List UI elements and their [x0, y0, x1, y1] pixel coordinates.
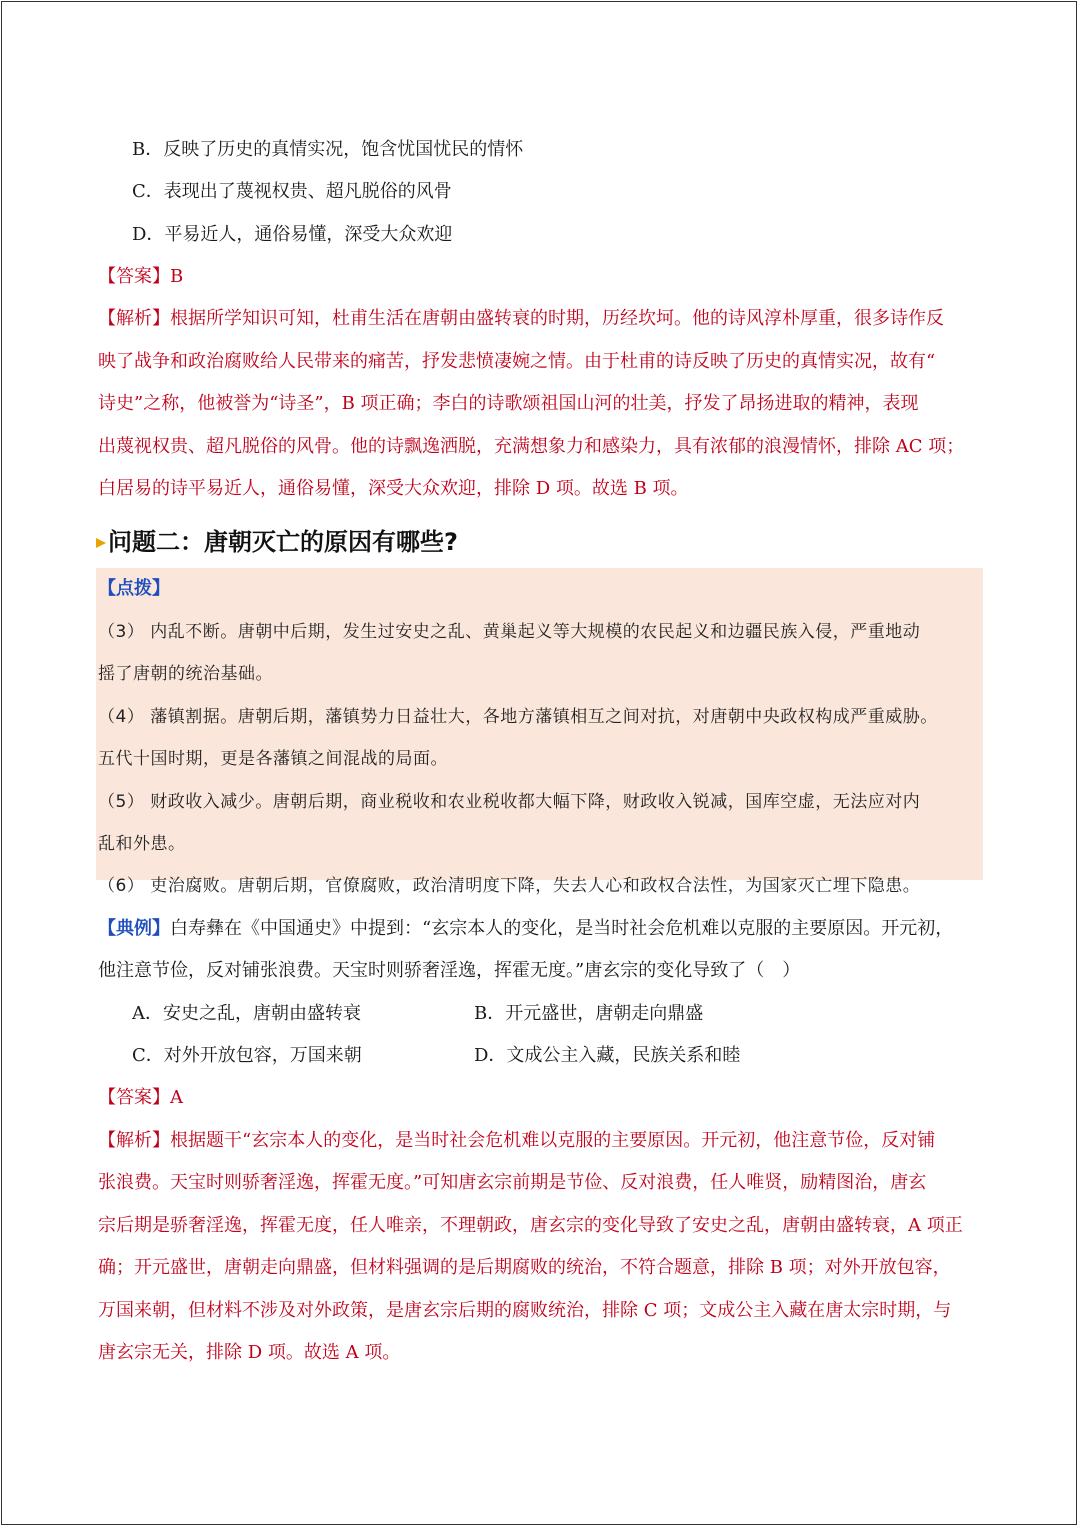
q1-analysis-line: 出蔑视权贵、超凡脱俗的风骨。他的诗飘逸洒脱，充满想象力和感染力，具有浓郁的浪漫情怀，排除 AC 项；	[98, 436, 965, 457]
arrow-icon	[96, 538, 106, 548]
example-option-c: C．对外开放包容，万国来朝	[132, 1045, 362, 1066]
example-option-b: B．开元盛世，唐朝走向鼎盛	[474, 1003, 704, 1024]
tips-line: （5） 财政收入减少。唐朝后期，商业税收和农业税收都大幅下降，财政收入锐减，国库空虚，无法应对内	[98, 792, 921, 812]
tips-line: （6） 吏治腐败。唐朝后期，官僚腐败，政治清明度下降，失去人心和政权合法性，为国家灭亡埋下隐患。	[98, 876, 921, 896]
section-title: 问题二：唐朝灭亡的原因有哪些?	[108, 528, 458, 556]
q1-analysis-line: 白居易的诗平易近人，通俗易懂，深受大众欢迎，排除 D 项。故选 B 项。	[98, 478, 689, 499]
example-analysis-line: 万国来朝，但材料不涉及对外政策，是唐玄宗后期的腐败统治，排除 C 项；文成公主入藏在唐太宗时期，与	[98, 1300, 952, 1321]
section-heading	[96, 526, 458, 558]
example-analysis-line: 唐玄宗无关，排除 D 项。故选 A 项。	[98, 1342, 401, 1363]
example-option-d: D．文成公主入藏，民族关系和睦	[474, 1045, 741, 1066]
example-analysis-line: 确；开元盛世，唐朝走向鼎盛，但材料强调的是后期腐败的统治，不符合题意，排除 B 项；对外开放包容，	[98, 1257, 951, 1278]
example-stem-line-2: 他注意节俭，反对铺张浪费。天宝时则骄奢淫逸，挥霍无度。”唐玄宗的变化导致了（ ）	[98, 960, 801, 981]
example-label: 【典例】	[98, 918, 170, 939]
q1-analysis-line: 诗史”之称，他被誉为“诗圣”，B 项正确；李白的诗歌颂祖国山河的壮美，抒发了昂扬进取的精神，表现	[98, 393, 919, 414]
tips-line: （4） 藩镇割据。唐朝后期，藩镇势力日益壮大，各地方藩镇相互之间对抗，对唐朝中央政权构成严重威胁。	[98, 707, 938, 727]
tips-line: （3） 内乱不断。唐朝中后期，发生过安史之乱、黄巢起义等大规模的农民起义和边疆民族入侵，严重地动	[98, 622, 921, 642]
tips-label: 【点拨】	[98, 578, 170, 599]
q1-option-d: D．平易近人，通俗易懂，深受大众欢迎	[132, 224, 453, 245]
example-answer: 【答案】A	[98, 1087, 183, 1108]
q1-option-c: C．表现出了蔑视权贵、超凡脱俗的风骨	[132, 181, 452, 202]
example-stem-line-1	[98, 917, 988, 941]
q1-analysis-line: 映了战争和政治腐败给人民带来的痛苦，抒发悲愤凄婉之情。由于杜甫的诗反映了历史的真情实况，故有“	[98, 351, 936, 372]
example-analysis-line: 【解析】根据题干“玄宗本人的变化，是当时社会危机难以克服的主要原因。开元初，他注意节俭，反对铺	[98, 1130, 936, 1151]
tips-line: 乱和外患。	[98, 834, 186, 854]
tips-line: 五代十国时期，更是各藩镇之间混战的局面。	[98, 749, 448, 769]
q1-analysis-line: 【解析】根据所学知识可知，杜甫生活在唐朝由盛转衰的时期，历经坎坷。他的诗风淳朴厚重，很多诗作反	[98, 308, 944, 329]
example-analysis-line: 张浪费。天宝时则骄奢淫逸，挥霍无度。”可知唐玄宗前期是节俭、反对浪费，任人唯贤，励精图治，唐玄	[98, 1172, 927, 1193]
q1-answer: 【答案】B	[98, 266, 184, 287]
example-analysis-line: 宗后期是骄奢淫逸，挥霍无度，任人唯亲，不理朝政，唐玄宗的变化导致了安史之乱，唐朝由盛转衰，A 项正	[98, 1215, 963, 1236]
example-stem-text: 白寿彝在《中国通史》中提到：“玄宗本人的变化，是当时社会危机难以克服的主要原因。开元初，	[170, 918, 954, 939]
example-option-a: A．安史之乱，唐朝由盛转衰	[132, 1003, 361, 1024]
q1-option-b: B．反映了历史的真情实况，饱含忧国忧民的情怀	[132, 139, 524, 160]
tips-line: 摇了唐朝的统治基础。	[98, 664, 273, 684]
